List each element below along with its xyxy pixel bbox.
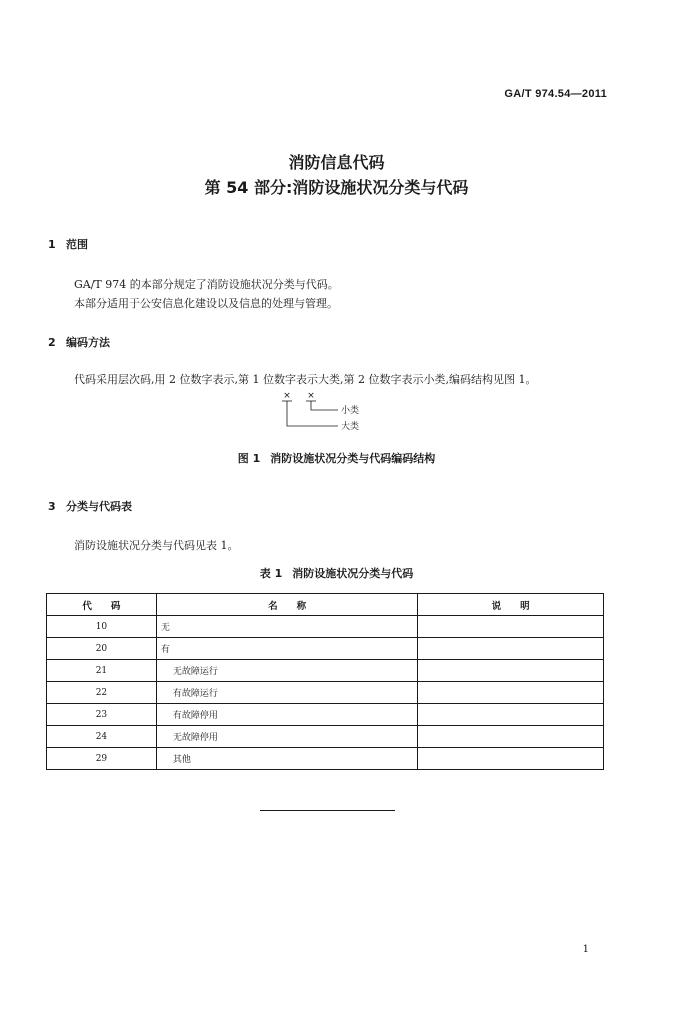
major-class-label: 大类 [341,422,360,432]
note-cell [418,748,604,770]
code-cell: 22 [47,682,157,704]
note-cell [418,638,604,660]
section-title: 范围 [66,238,88,251]
code-cell: 23 [47,704,157,726]
section-title: 分类与代码表 [66,500,132,513]
section-number: 2 [48,336,56,349]
code-cell: 21 [47,660,157,682]
standard-code: GA/T 974.54—2011 [504,88,607,100]
page-number: 1 [582,944,589,955]
table-row [47,660,604,682]
code-cell: 29 [47,748,157,770]
figure-label: 图 1 [237,452,261,465]
name-cell: 无故障停用 [156,726,418,748]
section-3-paragraph-1: 消防设施状况分类与代码见表 1。 [74,539,239,552]
note-cell [418,616,604,638]
note-cell [418,726,604,748]
section-1-paragraph-1: GA/T 974 的本部分规定了消防设施状况分类与代码。 [74,278,339,291]
column-header-code: 代 码 [47,594,157,616]
name-cell: 有故障停用 [156,704,418,726]
section-number: 3 [48,500,56,513]
name-cell: 其他 [156,748,418,770]
table-row [47,682,604,704]
name-cell: 有 [156,638,418,660]
code-cell: 20 [47,638,157,660]
table-row [47,748,604,770]
major-digit-symbol: × [283,391,291,401]
section-2-paragraph-1: 代码采用层次码,用 2 位数字表示,第 1 位数字表示大类,第 2 位数字表示小类,编码结构见图 1。 [74,373,537,386]
code-cell: 10 [47,616,157,638]
note-cell [418,660,604,682]
section-1-heading [48,236,88,252]
figure-caption-text: 消防设施状况分类与代码编码结构 [270,452,436,465]
table-row [47,726,604,748]
name-cell: 无 [156,616,418,638]
minor-digit-symbol: × [307,391,315,401]
name-cell: 有故障运行 [156,682,418,704]
table-label: 表 1 [259,567,283,580]
minor-class-label: 小类 [341,406,360,416]
section-number: 1 [48,238,56,251]
table-caption-text: 消防设施状况分类与代码 [292,567,414,580]
table-caption [0,565,673,581]
section-1-paragraph-2: 本部分适用于公安信息化建设以及信息的处理与管理。 [74,297,338,310]
table-row [47,704,604,726]
table-row [47,638,604,660]
code-cell: 24 [47,726,157,748]
note-cell [418,682,604,704]
column-header-note: 说 明 [418,594,604,616]
figure-caption [0,450,673,466]
table-header-row [47,594,604,616]
name-cell: 无故障运行 [156,660,418,682]
code-table [46,593,604,770]
section-3-heading [48,498,132,514]
end-rule [260,810,395,811]
section-2-heading [48,334,110,350]
note-cell [418,704,604,726]
table-row [47,616,604,638]
column-header-name: 名 称 [156,594,418,616]
document-title-line1: 消防信息代码 [288,153,385,172]
document-title-line2: 第 54 部分:消防设施状况分类与代码 [204,178,469,197]
section-title: 编码方法 [66,336,110,349]
coding-structure-diagram [280,388,400,438]
